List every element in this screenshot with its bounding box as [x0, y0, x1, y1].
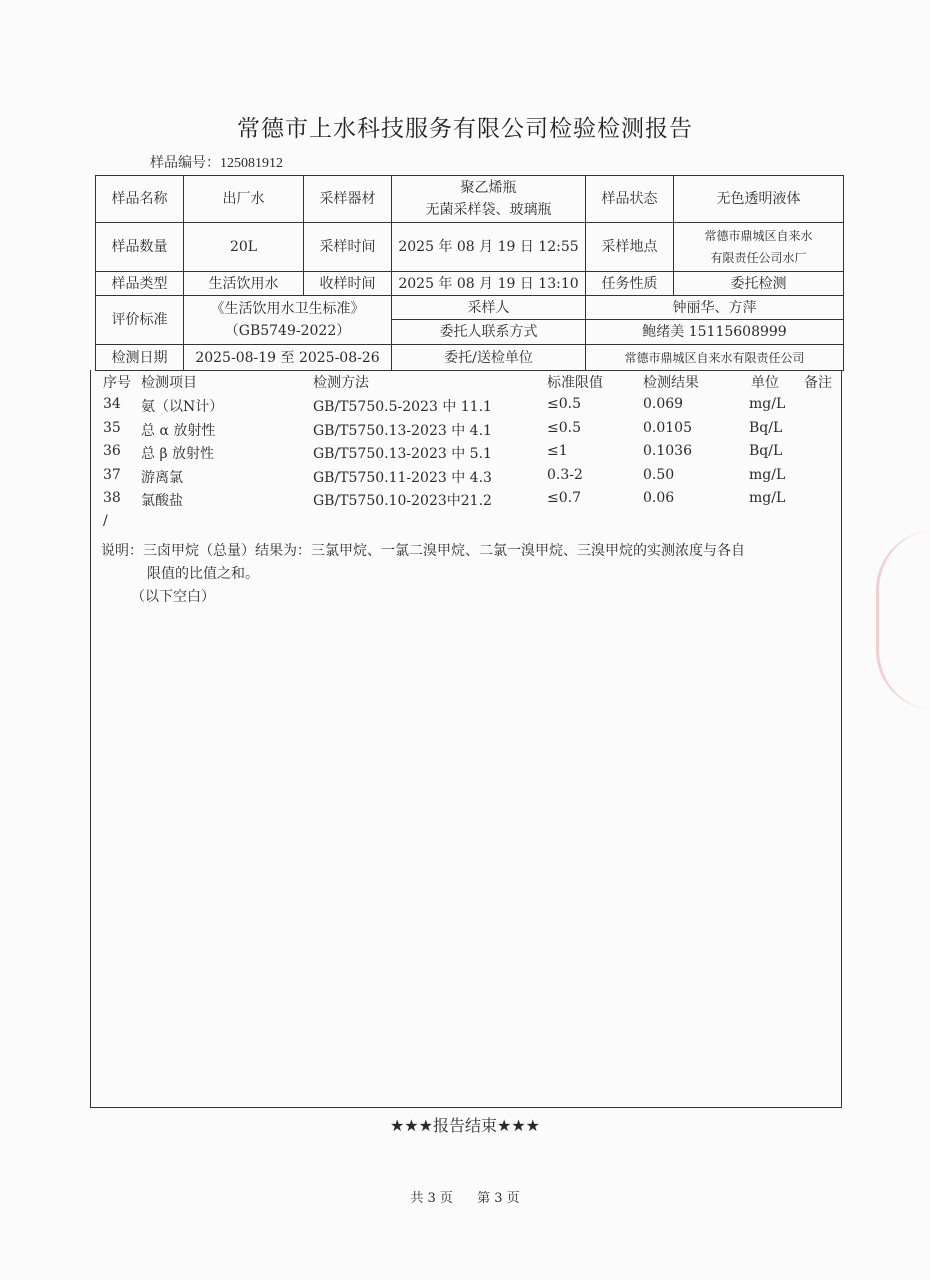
report-title: 常德市上水科技服务有限公司检验检测报告 [237, 116, 693, 142]
sample-time-value: 2025 年 08 月 19 日 12:55 [392, 223, 586, 272]
row-limit: ≤0.5 [547, 396, 581, 412]
slash-row [91, 513, 843, 537]
tool-value [392, 176, 586, 223]
task-label: 任务性质 [586, 272, 674, 296]
row-result: 0.069 [643, 396, 684, 412]
header-unit: 单位 [751, 375, 779, 391]
std-line1: 《生活饮用水卫生标准》 [210, 301, 365, 317]
results-section [90, 370, 842, 1108]
row-no: 38 [103, 490, 121, 506]
row-limit: ≤0.7 [547, 490, 581, 506]
place-line2: 有限责任公司水厂 [710, 251, 807, 265]
recv-time-value: 2025 年 08 月 19 日 13:10 [392, 272, 586, 296]
name-value: 出厂水 [184, 176, 304, 223]
table-row [91, 443, 843, 467]
recv-time-label: 收样时间 [304, 272, 392, 296]
header-method: 检测方法 [313, 375, 369, 391]
row-result: 0.06 [643, 490, 675, 506]
row-unit: mg/L [749, 467, 786, 483]
header-item: 检测项目 [141, 375, 197, 391]
row-item: 氯酸盐 [141, 493, 183, 509]
unit-label: 委托/送检单位 [392, 345, 586, 370]
name-label: 样品名称 [96, 176, 184, 223]
row-no: 37 [103, 467, 121, 483]
table-row [91, 420, 843, 444]
sample-info-table [95, 175, 844, 371]
row-result: 0.0105 [643, 420, 692, 436]
state-value: 无色透明液体 [674, 176, 843, 223]
row-item: 总 α 放射性 [141, 423, 216, 439]
header-result: 检测结果 [643, 375, 699, 391]
row-unit: mg/L [749, 490, 786, 506]
place-line1: 常德市鼎城区自来水 [704, 229, 813, 243]
header-remark: 备注 [804, 375, 832, 391]
place-label: 采样地点 [586, 223, 674, 272]
std-label: 评价标准 [96, 296, 184, 345]
slash-mark: / [103, 513, 108, 529]
sampler-value: 钟丽华、方萍 [586, 296, 843, 320]
page-current: 第 3 页 [477, 1191, 520, 1206]
row-item: 总 β 放射性 [141, 446, 214, 462]
header-no: 序号 [103, 375, 131, 391]
row-limit: ≤1 [547, 443, 568, 459]
row-no: 36 [103, 443, 121, 459]
row-result: 0.50 [643, 467, 675, 483]
row-method: GB/T5750.11-2023 中 4.3 [313, 470, 492, 486]
row-item: 氨（以N计） [141, 399, 224, 415]
sample-time-label: 采样时间 [304, 223, 392, 272]
page-total: 共 3 页 [410, 1191, 453, 1206]
qty-label: 样品数量 [96, 223, 184, 272]
row-method: GB/T5750.5-2023 中 11.1 [313, 399, 492, 415]
contact-label: 委托人联系方式 [392, 320, 586, 345]
contact-value: 鲍绪美 15115608999 [586, 320, 843, 345]
row-result: 0.1036 [643, 443, 692, 459]
notes [101, 540, 841, 609]
tool-line1: 聚乙烯瓶 [460, 180, 517, 196]
row-no: 35 [103, 420, 121, 436]
seal-stamp [876, 530, 930, 710]
sample-number [150, 152, 283, 172]
row-method: GB/T5750.13-2023 中 5.1 [313, 446, 492, 462]
row-limit: ≤0.5 [547, 420, 581, 436]
page-footer [0, 1187, 930, 1206]
type-value: 生活饮用水 [184, 272, 304, 296]
tool-label: 采样器材 [304, 176, 392, 223]
tool-line2: 无菌采样袋、玻璃瓶 [425, 202, 552, 218]
state-label: 样品状态 [586, 176, 674, 223]
report-end-mark: ★★★报告结束★★★ [389, 1116, 541, 1135]
row-method: GB/T5750.10-2023中21.2 [313, 493, 492, 509]
row-unit: Bq/L [749, 420, 783, 436]
row-unit: Bq/L [749, 443, 783, 459]
note-line1: 说明：三卤甲烷（总量）结果为：三氯甲烷、一氯二溴甲烷、二氯一溴甲烷、三溴甲烷的实测浓度与各自 [101, 543, 745, 559]
row-no: 34 [103, 396, 121, 412]
date-value: 2025-08-19 至 2025-08-26 [184, 345, 392, 370]
results-header [91, 372, 843, 396]
blank-below-note: （以下空白） [131, 589, 215, 605]
std-value [184, 296, 392, 345]
table-row [91, 467, 843, 491]
row-method: GB/T5750.13-2023 中 4.1 [313, 423, 492, 439]
sample-number-value: 125081912 [220, 156, 283, 171]
row-limit: 0.3-2 [547, 467, 583, 483]
place-value [674, 223, 843, 272]
header-limit: 标准限值 [547, 375, 603, 391]
date-label: 检测日期 [96, 345, 184, 370]
table-row [91, 396, 843, 420]
sample-number-label: 样品编号： [150, 156, 220, 171]
note-line2: 限值的比值之和。 [147, 566, 259, 582]
qty-value: 20L [184, 223, 304, 272]
table-row [91, 490, 843, 514]
sampler-label: 采样人 [392, 296, 586, 320]
row-item: 游离氯 [141, 470, 183, 486]
task-value: 委托检测 [674, 272, 843, 296]
unit-value: 常德市鼎城区自来水有限责任公司 [624, 350, 805, 365]
type-label: 样品类型 [96, 272, 184, 296]
std-line2: （GB5749-2022） [224, 323, 351, 339]
row-unit: mg/L [749, 396, 786, 412]
